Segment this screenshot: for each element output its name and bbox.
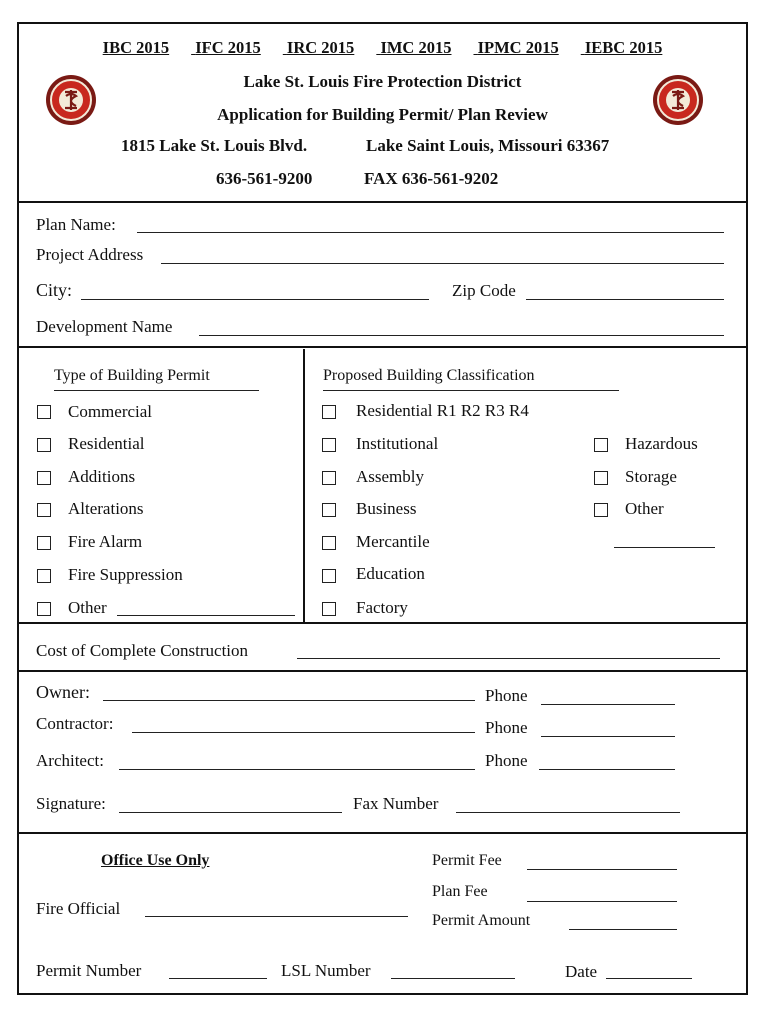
divider <box>19 670 746 672</box>
building-codes <box>19 40 746 57</box>
other-class-field[interactable] <box>614 547 715 548</box>
construction-cost-field[interactable] <box>297 658 720 659</box>
other-class-label: Other <box>625 499 664 518</box>
fire-official-label: Fire Official <box>36 899 121 918</box>
signature-field[interactable] <box>119 812 342 813</box>
residential-label: Residential <box>68 434 145 453</box>
lsl-number-label: LSL Number <box>281 961 371 980</box>
permit-fee-field[interactable] <box>527 869 677 870</box>
residential-class-checkbox[interactable] <box>322 405 336 419</box>
cost-section <box>19 625 746 671</box>
institutional-checkbox[interactable] <box>322 438 336 452</box>
commercial-label: Commercial <box>68 402 153 421</box>
owner-field[interactable] <box>103 700 475 701</box>
owner-phone-label: Phone <box>485 686 528 705</box>
architect-label: Architect: <box>36 751 104 770</box>
permit-amount-label: Permit Amount <box>432 912 531 929</box>
permit-amount-field[interactable] <box>569 929 677 930</box>
city-label: City: <box>36 280 73 300</box>
construction-cost-label: Cost of Complete Construction <box>36 641 249 660</box>
permit-fee-label: Permit Fee <box>432 852 502 869</box>
city-field[interactable] <box>81 299 429 300</box>
hazardous-checkbox[interactable] <box>594 438 608 452</box>
district-city-state: Lake Saint Louis, Missouri 63367 <box>366 136 610 155</box>
other-permit-field[interactable] <box>117 615 295 616</box>
factory-checkbox[interactable] <box>322 602 336 616</box>
date-label: Date <box>565 962 598 981</box>
code-ifc: IFC 2015 <box>195 38 261 57</box>
project-address-field[interactable] <box>161 263 724 264</box>
zip-code-label: Zip Code <box>452 281 516 300</box>
contractor-label: Contractor: <box>36 714 114 733</box>
divider <box>19 346 746 348</box>
date-field[interactable] <box>606 978 692 979</box>
other-permit-label: Other <box>68 598 107 617</box>
factory-label: Factory <box>356 598 408 617</box>
fire-official-field[interactable] <box>145 916 408 917</box>
fax-number-field[interactable] <box>456 812 680 813</box>
residential-class-label: Residential R1 R2 R3 R4 <box>356 401 529 420</box>
code-iebc: IEBC 2015 <box>584 38 663 57</box>
plan-fee-label: Plan Fee <box>432 883 488 900</box>
business-label: Business <box>356 499 417 518</box>
alterations-label: Alterations <box>68 499 144 518</box>
form-title: Application for Building Permit/ Plan Review <box>217 105 548 124</box>
storage-label: Storage <box>625 467 677 486</box>
permit-classification-section <box>19 349 746 622</box>
permit-application-form <box>17 22 748 995</box>
assembly-checkbox[interactable] <box>322 471 336 485</box>
owner-phone-field[interactable] <box>541 704 675 705</box>
contractor-field[interactable] <box>132 732 475 733</box>
plan-fee-field[interactable] <box>527 901 677 902</box>
education-checkbox[interactable] <box>322 569 336 583</box>
divider <box>19 832 746 834</box>
mercantile-checkbox[interactable] <box>322 536 336 550</box>
architect-field[interactable] <box>119 769 475 770</box>
plan-name-field[interactable] <box>137 232 724 233</box>
plan-name-label: Plan Name: <box>36 215 116 234</box>
project-address-label: Project Address <box>36 245 144 264</box>
education-label: Education <box>356 564 425 583</box>
code-ibc: IBC 2015 <box>102 38 170 57</box>
lsl-number-field[interactable] <box>391 978 515 979</box>
district-fax: FAX 636-561-9202 <box>364 169 499 188</box>
alterations-checkbox[interactable] <box>37 503 51 517</box>
permit-number-label: Permit Number <box>36 961 142 980</box>
code-ipmc: IPMC 2015 <box>477 38 559 57</box>
code-irc: IRC 2015 <box>286 38 355 57</box>
additions-label: Additions <box>68 467 136 486</box>
other-class-checkbox[interactable] <box>594 503 608 517</box>
owner-label: Owner: <box>36 682 90 702</box>
form-header <box>19 24 746 202</box>
divider <box>19 201 746 203</box>
zip-code-field[interactable] <box>526 299 724 300</box>
divider <box>19 622 746 624</box>
assembly-label: Assembly <box>356 467 424 486</box>
fire-suppression-checkbox[interactable] <box>37 569 51 583</box>
hazardous-label: Hazardous <box>625 434 698 453</box>
heading-underline <box>54 390 259 391</box>
district-name: Lake St. Louis Fire Protection District <box>243 72 522 91</box>
contractor-phone-label: Phone <box>485 718 528 737</box>
mercantile-label: Mercantile <box>356 532 430 551</box>
architect-phone-label: Phone <box>485 751 528 770</box>
office-use-section <box>19 835 746 995</box>
contractor-phone-field[interactable] <box>541 736 675 737</box>
signature-label: Signature: <box>36 794 106 813</box>
code-imc: IMC 2015 <box>380 38 452 57</box>
business-checkbox[interactable] <box>322 503 336 517</box>
classification-heading: Proposed Building Classification <box>323 367 535 384</box>
development-name-field[interactable] <box>199 335 724 336</box>
office-use-heading: Office Use Only <box>101 852 210 869</box>
fire-alarm-label: Fire Alarm <box>68 532 143 551</box>
project-info-section <box>19 204 746 348</box>
commercial-checkbox[interactable] <box>37 405 51 419</box>
fire-alarm-checkbox[interactable] <box>37 536 51 550</box>
additions-checkbox[interactable] <box>37 471 51 485</box>
district-phone: 636-561-9200 <box>216 169 313 188</box>
other-permit-checkbox[interactable] <box>37 602 51 616</box>
contacts-section <box>19 673 746 833</box>
residential-checkbox[interactable] <box>37 438 51 452</box>
institutional-label: Institutional <box>356 434 439 453</box>
architect-phone-field[interactable] <box>539 769 675 770</box>
permit-type-heading: Type of Building Permit <box>54 367 210 384</box>
heading-underline <box>323 390 619 391</box>
district-address: 1815 Lake St. Louis Blvd. <box>121 136 308 155</box>
fax-number-label: Fax Number <box>353 794 439 813</box>
permit-number-field[interactable] <box>169 978 267 979</box>
column-divider <box>303 349 305 624</box>
fire-suppression-label: Fire Suppression <box>68 565 183 584</box>
storage-checkbox[interactable] <box>594 471 608 485</box>
development-name-label: Development Name <box>36 317 173 336</box>
